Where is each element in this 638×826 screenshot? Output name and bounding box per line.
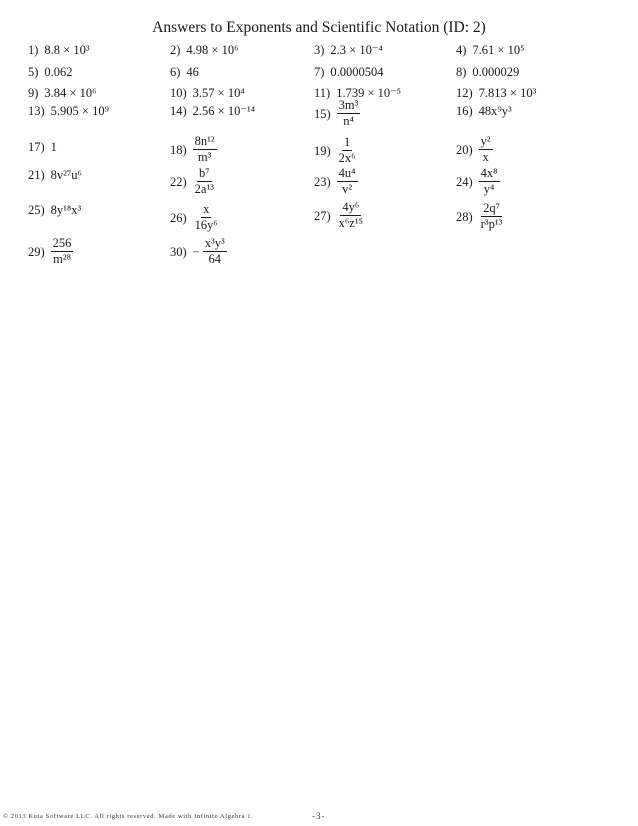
answer-number: 8) <box>456 65 467 79</box>
answer-number: 11) <box>314 86 331 100</box>
answer-expression: 7.61 × 10⁵ <box>472 43 525 57</box>
answer-expression: 2.3 × 10⁻⁴ <box>330 43 383 57</box>
answer-24 <box>456 167 500 196</box>
answer-15 <box>314 99 360 128</box>
answer-3 <box>314 43 383 57</box>
answer-expression: 5.905 × 10⁹ <box>50 104 109 118</box>
answer-18 <box>170 135 217 164</box>
answer-19 <box>314 136 358 165</box>
fraction <box>193 203 220 232</box>
answer-1 <box>28 43 90 57</box>
answer-number: 21) <box>28 168 45 182</box>
answer-number: 28) <box>456 209 473 224</box>
fraction-numerator: 8n¹² <box>194 134 215 148</box>
fraction-denominator: n⁴ <box>343 114 354 128</box>
answer-6 <box>170 65 199 79</box>
fraction-denominator: x⁶z¹⁵ <box>338 216 363 230</box>
answer-20 <box>456 135 493 164</box>
answer-30 <box>170 237 227 266</box>
answer-number: 10) <box>170 86 187 100</box>
page-title: Answers to Exponents and Scientific Notation (ID: 2) <box>152 19 486 36</box>
answer-number: 9) <box>28 86 39 100</box>
fraction <box>337 167 358 196</box>
answer-expression: 7.813 × 10³ <box>478 86 537 100</box>
answer-number: 29) <box>28 244 45 259</box>
answer-25 <box>28 203 81 217</box>
answer-number: 17) <box>28 140 45 154</box>
fraction-numerator: 3m³ <box>338 98 359 112</box>
answer-13 <box>28 104 109 118</box>
negative-sign: − <box>192 244 200 259</box>
answer-10 <box>170 86 245 100</box>
answer-29 <box>28 237 73 266</box>
answer-17 <box>28 140 57 154</box>
fraction-numerator: 1 <box>343 135 351 149</box>
answer-number: 1) <box>28 43 39 57</box>
answer-number: 4) <box>456 43 467 57</box>
answer-22 <box>170 167 216 196</box>
answer-number: 5) <box>28 65 39 79</box>
fraction <box>203 237 227 266</box>
answer-8 <box>456 65 519 79</box>
fraction <box>193 167 216 196</box>
answer-expression: 0.0000504 <box>330 65 384 79</box>
fraction-numerator: b⁷ <box>199 166 210 180</box>
fraction <box>193 135 217 164</box>
answer-expression: 4.98 × 10⁶ <box>186 43 239 57</box>
answer-28 <box>456 202 504 231</box>
answer-expression: 8.8 × 10³ <box>44 43 90 57</box>
answer-expression: 3.57 × 10⁴ <box>192 86 245 100</box>
answer-expression: 2.56 × 10⁻¹⁴ <box>192 104 256 118</box>
fraction-numerator: 4x⁸ <box>480 166 498 180</box>
answer-26 <box>170 203 220 232</box>
answer-number: 19) <box>314 143 331 158</box>
answer-number: 26) <box>170 210 187 225</box>
fraction-numerator: y² <box>480 134 491 148</box>
fraction-denominator: 2x⁶ <box>338 151 356 165</box>
answer-7 <box>314 65 384 79</box>
answer-number: 14) <box>170 104 187 118</box>
answer-expression: 1 <box>50 140 57 154</box>
fraction-numerator: x <box>203 202 210 216</box>
fraction-denominator: 64 <box>208 252 221 266</box>
answer-21 <box>28 168 82 182</box>
fraction <box>337 201 365 230</box>
answer-expression: 8y¹⁸x³ <box>50 203 82 217</box>
copyright-footer: © 2013 Kuta Software LLC. All rights reserved. Made with Infinite Algebra 1. <box>3 813 254 820</box>
answer-number: 25) <box>28 203 45 217</box>
answer-4 <box>456 43 524 57</box>
answer-16 <box>456 104 512 118</box>
answer-9 <box>28 86 96 100</box>
answer-expression: 46 <box>186 65 199 79</box>
answer-number: 13) <box>28 104 45 118</box>
answer-expression: 3.84 × 10⁶ <box>44 86 97 100</box>
fraction-denominator: y⁴ <box>483 182 495 196</box>
fraction-denominator: 2a¹³ <box>194 182 214 196</box>
page-number: -3- <box>312 811 326 821</box>
answer-23 <box>314 167 358 196</box>
fraction-denominator: 16y⁶ <box>194 218 218 232</box>
answer-number: 3) <box>314 43 325 57</box>
fraction-numerator: 4u⁴ <box>338 166 356 180</box>
fraction-denominator: r³p¹³ <box>480 217 503 231</box>
fraction-numerator: 2q⁷ <box>483 201 500 215</box>
answer-expression: 48x⁹y³ <box>478 104 512 118</box>
answer-expression: 8v²⁷u⁶ <box>50 168 82 182</box>
fraction-denominator: v² <box>342 182 353 196</box>
answer-number: 30) <box>170 244 187 259</box>
fraction-denominator: m³ <box>197 150 212 164</box>
answer-27 <box>314 201 365 230</box>
answer-number: 22) <box>170 174 187 189</box>
answer-5 <box>28 65 73 79</box>
answer-number: 23) <box>314 174 331 189</box>
fraction <box>337 99 361 128</box>
fraction <box>479 167 500 196</box>
answer-number: 16) <box>456 104 473 118</box>
answer-number: 6) <box>170 65 181 79</box>
fraction-numerator: 256 <box>52 236 72 250</box>
answer-number: 7) <box>314 65 325 79</box>
answer-number: 18) <box>170 142 187 157</box>
answer-number: 2) <box>170 43 181 57</box>
fraction <box>337 136 358 165</box>
answer-expression: 0.000029 <box>472 65 520 79</box>
answer-2 <box>170 43 238 57</box>
fraction-denominator: x <box>482 150 489 164</box>
fraction-numerator: 4y⁶ <box>342 200 360 214</box>
fraction <box>479 135 493 164</box>
answer-12 <box>456 86 536 100</box>
fraction-denominator: m²⁸ <box>53 252 71 266</box>
answer-expression: 0.062 <box>44 65 73 79</box>
fraction <box>51 237 74 266</box>
fraction <box>479 202 505 231</box>
fraction-numerator: x³y³ <box>204 236 225 250</box>
answer-number: 15) <box>314 106 331 121</box>
answer-number: 24) <box>456 174 473 189</box>
answer-expression: 1.739 × 10⁻⁵ <box>336 86 402 100</box>
answer-number: 27) <box>314 208 331 223</box>
answer-number: 12) <box>456 86 473 100</box>
answer-14 <box>170 104 255 118</box>
answer-number: 20) <box>456 142 473 157</box>
